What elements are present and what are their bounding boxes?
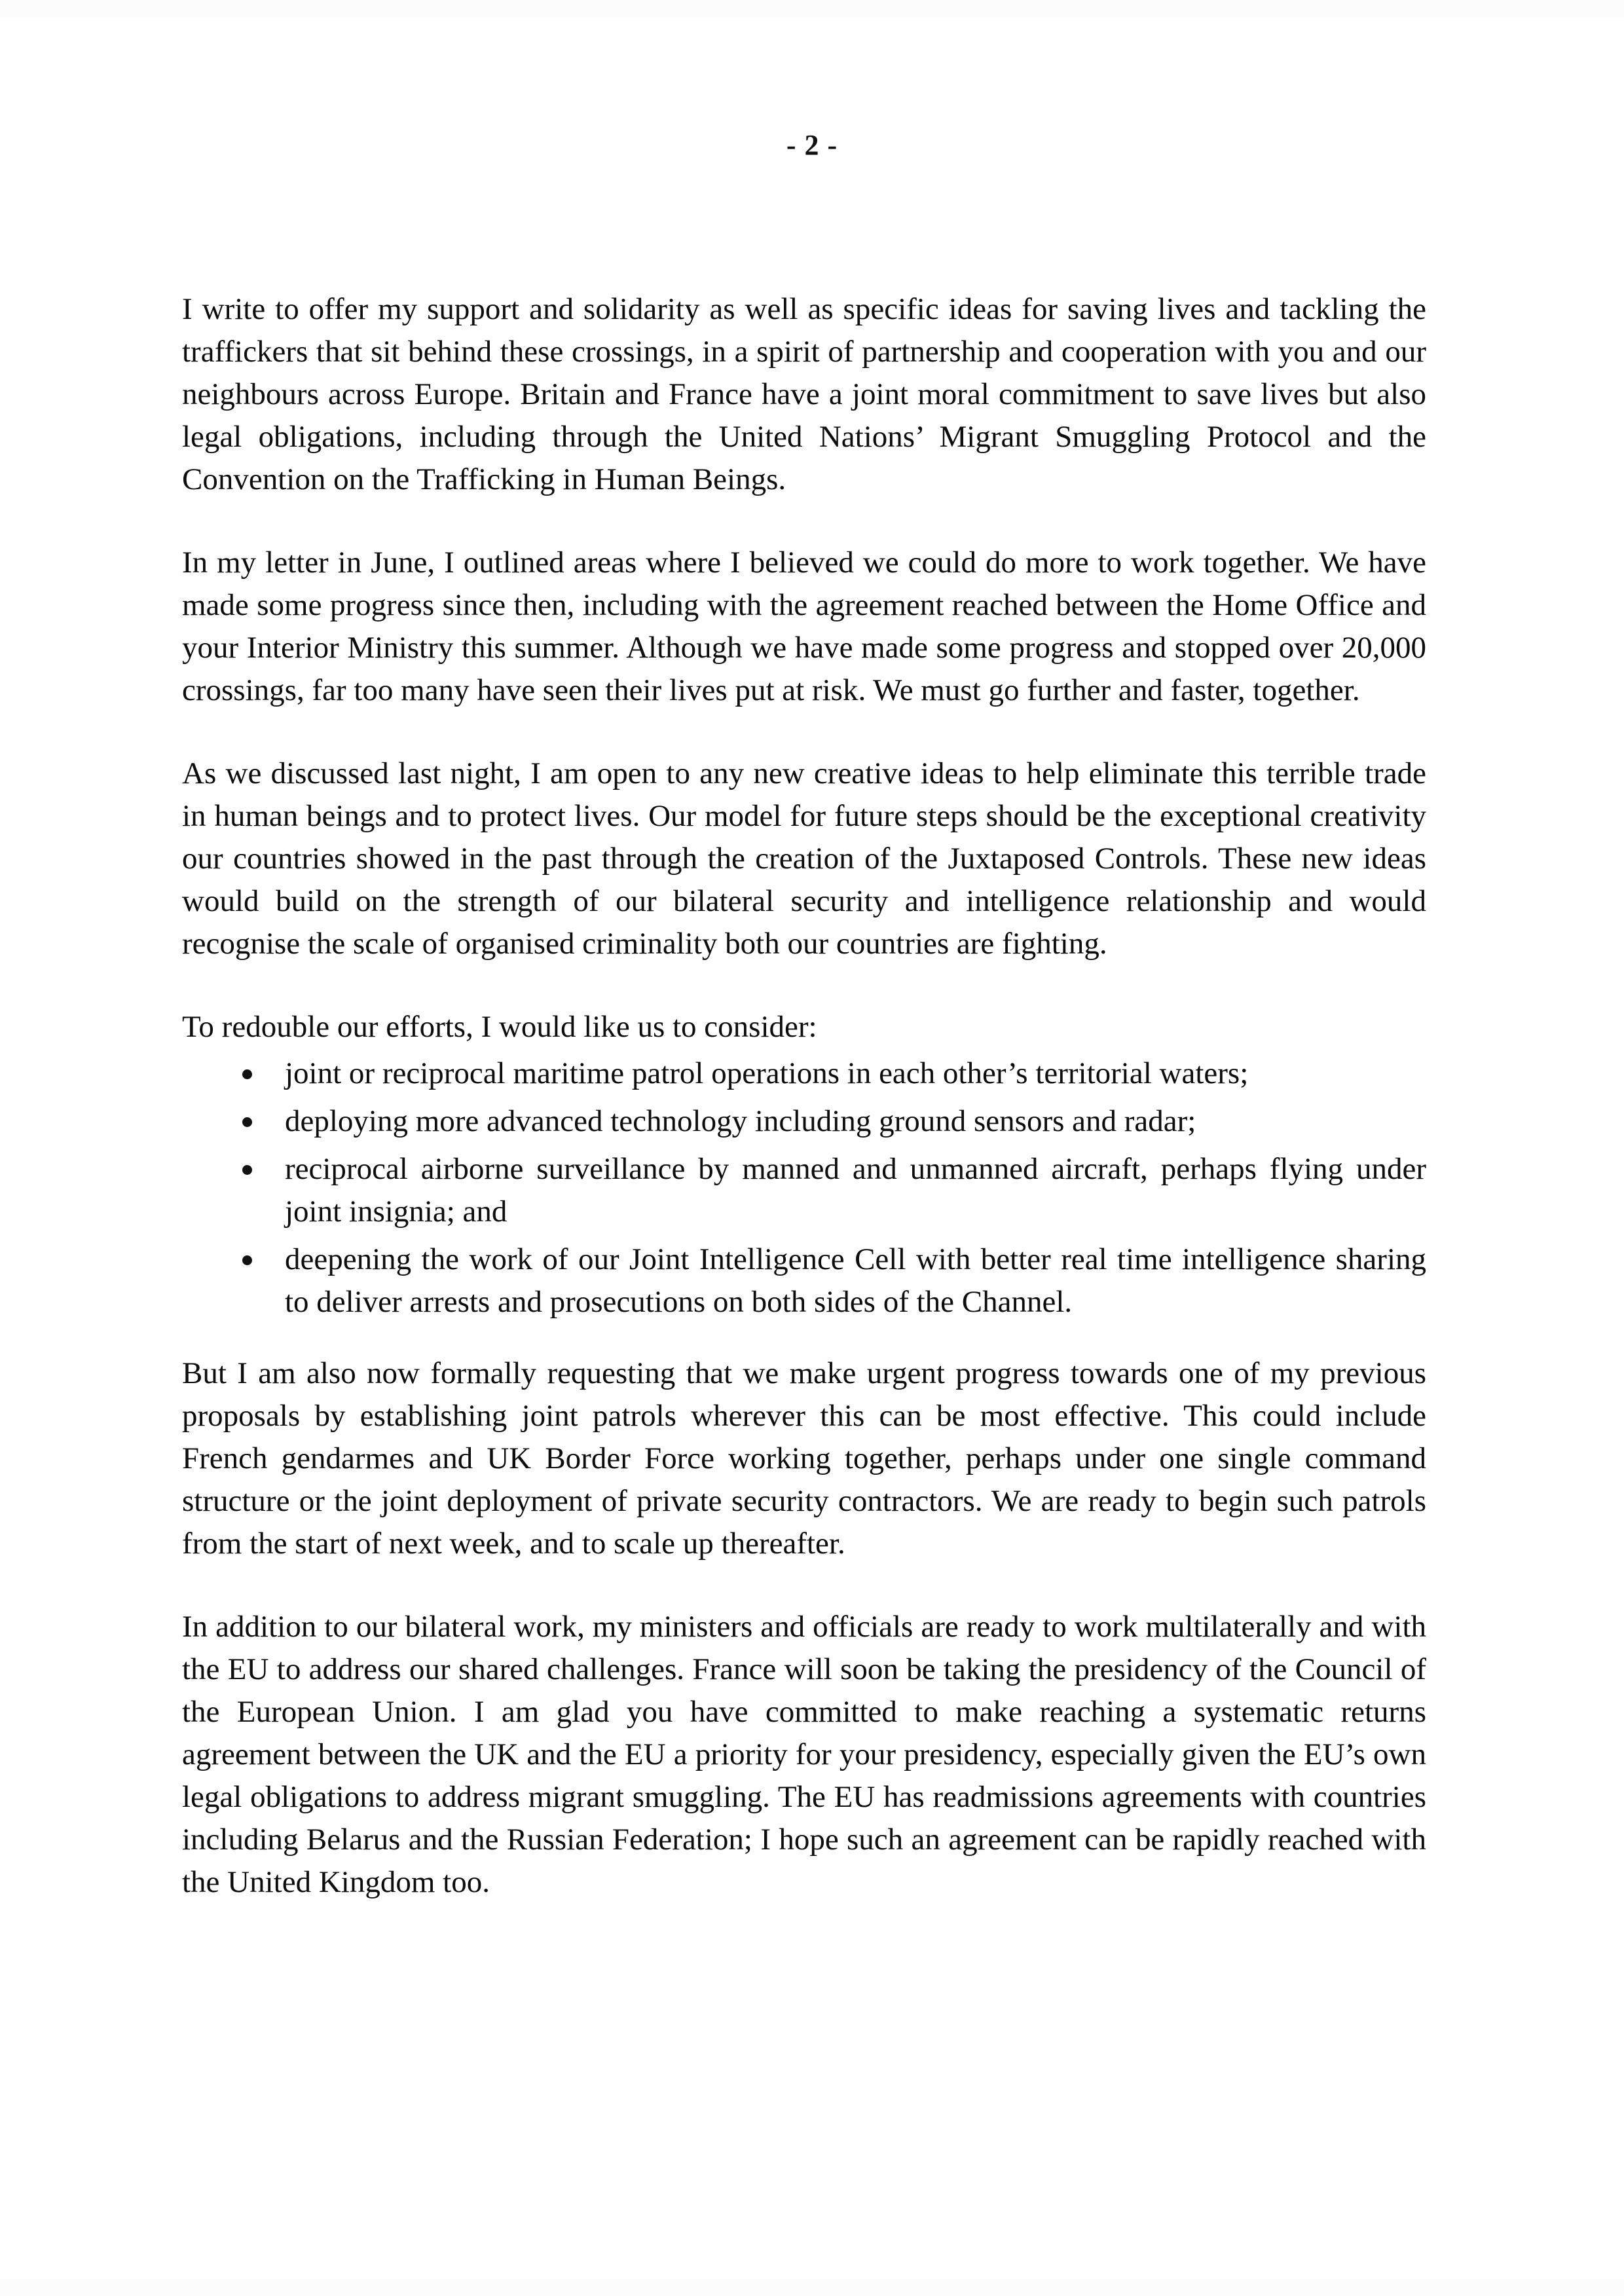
paragraph-2: In my letter in June, I outlined areas where I believed we could do more to work together. We have made some progress since then, including with the agreement reached between the Home Office and your Interior Ministry this summer. Although we have made some progress and stopped over 20,000 crossings, far too many have seen their lives put at risk. We must go further and faster, together. xyxy=(182,546,1426,707)
proposals-list xyxy=(182,1052,1426,1324)
list-item-text: deepening the work of our Joint Intelligence Cell with better real time intelligence sharing to deliver arrests and prosecutions on both sides of the Channel. xyxy=(285,1242,1426,1319)
list-item xyxy=(182,1052,1426,1095)
list-item xyxy=(182,1100,1426,1143)
scan-edge-bottom xyxy=(0,2279,1624,2296)
round-bullet-icon xyxy=(242,1069,252,1079)
round-bullet-icon xyxy=(242,1165,252,1175)
paragraph-4: But I am also now formally requesting that we make urgent progress towards one of my previous proposals by establishing joint patrols wherever this can be most effective. This could include French gendarmes and UK Border Force working together, perhaps under one single command structure or the joint deployment of private security contractors. We are ready to begin such patrols from the start of next week, and to scale up thereafter. xyxy=(182,1356,1426,1561)
page-number: - 2 - xyxy=(786,129,838,161)
round-bullet-icon xyxy=(242,1255,252,1265)
letter-body xyxy=(182,288,1426,1904)
list-item xyxy=(182,1238,1426,1324)
list-item-text: deploying more advanced technology including ground sensors and radar; xyxy=(285,1104,1196,1138)
paragraph-3: As we discussed last night, I am open to any new creative ideas to help eliminate this terrible trade in human beings and to protect lives. Our model for future steps should be the exceptional creativity our countries showed in the past through the creation of the Juxtaposed Controls. These new ideas would build on the strength of our bilateral security and intelligence relationship and would recognise the scale of organised criminality both our countries are fighting. xyxy=(182,756,1426,961)
list-item-text: reciprocal airborne surveillance by manned and unmanned aircraft, perhaps flying under joint insignia; and xyxy=(285,1152,1426,1229)
scan-edge-top xyxy=(0,0,1624,17)
list-lead-in: To redouble our efforts, I would like us to consider: xyxy=(182,1010,817,1044)
list-item xyxy=(182,1148,1426,1233)
paragraph-5: In addition to our bilateral work, my ministers and officials are ready to work multilaterally and with the EU to address our shared challenges. France will soon be taking the presidency of the Council of the European Union. I am glad you have committed to make reaching a systematic returns agreement between the UK and the EU a priority for your presidency, especially given the EU’s own legal obligations to address migrant smuggling. The EU has readmissions agreements with countries including Belarus and the Russian Federation; I hope such an agreement can be rapidly reached with the United Kingdom too. xyxy=(182,1610,1426,1899)
list-item-text: joint or reciprocal maritime patrol operations in each other’s territorial waters; xyxy=(285,1056,1249,1090)
round-bullet-icon xyxy=(242,1117,252,1127)
paragraph-1: I write to offer my support and solidarity as well as specific ideas for saving lives and tackling the traffickers that sit behind these crossings, in a spirit of partnership and cooperation with you and our neighbours across Europe. Britain and France have a joint moral commitment to save lives but also legal obligations, including through the United Nations’ Migrant Smuggling Protocol and the Convention on the Trafficking in Human Beings. xyxy=(182,292,1426,496)
